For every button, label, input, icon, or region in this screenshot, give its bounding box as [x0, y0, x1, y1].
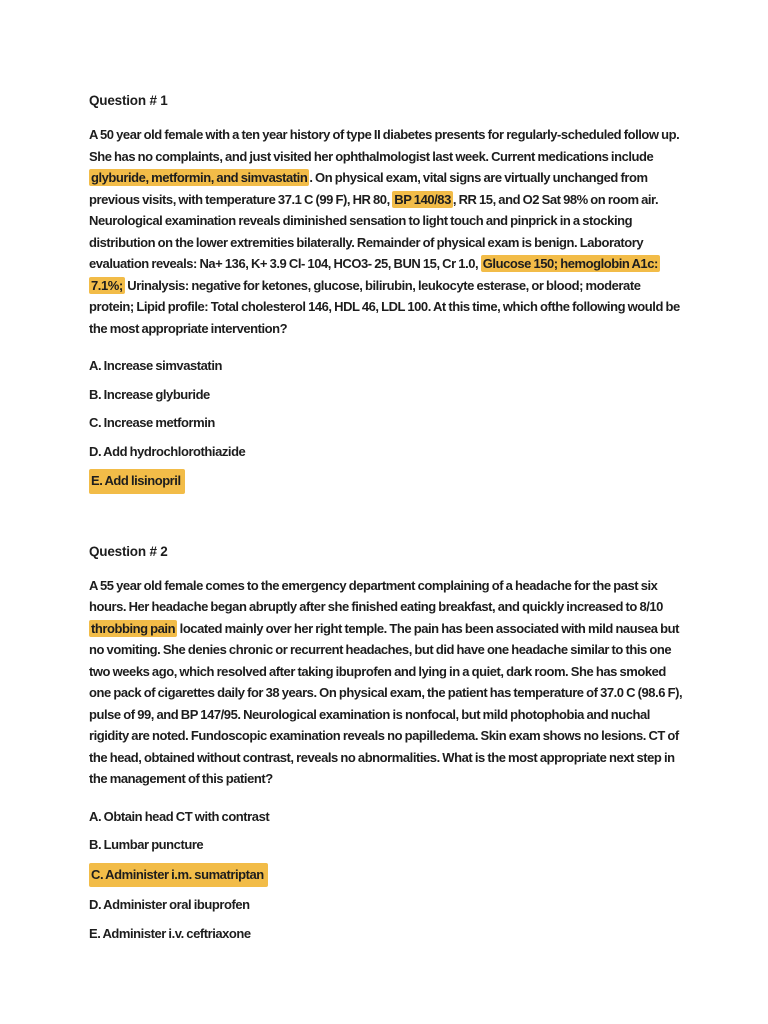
highlighted-answer: C. Administer i.m. sumatriptan — [89, 863, 268, 888]
option-text: B. Lumbar puncture — [89, 837, 204, 852]
question-1 — [89, 93, 683, 494]
option-text: D. Administer oral ibuprofen — [89, 897, 250, 912]
question-1-text-segment: , RR 15, and O2 Sat 98% on room air. Neurological examination reveals diminished sensation to light touch and pinprick in a stocking distribution on the lower extremities bilaterally. Remainder of physical exam is benign. Laboratory evaluation reveals: Na+ 136, K+ 3.9 Cl- 104, HCO3- 25, BUN 15, Cr 1.0, — [89, 191, 659, 271]
question-1-option-c — [89, 412, 683, 434]
option-text: A. Obtain head CT with contrast — [89, 808, 270, 824]
question-1-option-a — [89, 355, 683, 377]
question-1-text-segment: A 50 year old female with a ten year history of type II diabetes presents for regularly-scheduled follow up. She has no complaints, and just visited her ophthalmologist last week. Current medications include — [89, 127, 680, 164]
question-2-options — [89, 806, 683, 945]
question-2-body — [89, 575, 683, 790]
question-2-option-e — [89, 923, 683, 945]
question-2 — [89, 544, 683, 945]
question-2-heading: Question # 2 — [89, 543, 168, 559]
question-2-text-segment: A 55 year old female comes to the emergency department complaining of a headache for the past six hours. Her headache began abruptly after she finished eating breakfast, and quickly increased to 8/10 — [89, 577, 663, 614]
question-1-options — [89, 355, 683, 494]
question-2-option-c — [89, 863, 683, 888]
question-1-body — [89, 124, 683, 339]
option-text: D. Add hydrochlorothiazide — [89, 443, 246, 459]
option-text: E. Administer i.v. ceftriaxone — [89, 925, 251, 941]
highlighted-text: glyburide, metformin, and simvastatin — [91, 170, 308, 185]
question-1-option-e — [89, 469, 683, 494]
question-1-option-b — [89, 384, 683, 406]
document-content — [89, 93, 683, 951]
question-1-text-segment: . On physical exam, vital signs are virtually unchanged from previous visits, with temperature 37.1 C (99 F), HR 80, — [89, 170, 648, 207]
option-text: B. Increase glyburide — [89, 386, 210, 402]
question-1-text-segment: Urinalysis: negative for ketones, glucose, bilirubin, leukocyte esterase, or blood; moderate protein; Lipid profile: Total cholesterol 146, HDL 46, LDL 100. At this time, which ofthe following would be the most appropriate intervention? — [89, 277, 680, 336]
question-2-text-segment: located mainly over her right temple. The pain has been associated with mild nausea but no vomiting. She denies chronic or recurrent headaches, but did have one headache similar to this one two weeks ago, which resolved after taking ibuprofen and lying in a quiet, dark room. She has smoked one pack of cigarettes daily for 38 years. On physical exam, the patient has temperature of 37.0 C (98.6 F), pulse of 99, and BP 147/95. Neurological examination is nonfocal, but mild photophobia and nuchal rigidity are noted. Fundoscopic examination reveals no papilledema. Skin exam shows no lesions. CT of the head, obtained without contrast, reveals no abnormalities. What is the most appropriate next step in the management of this patient? — [89, 620, 683, 786]
option-text: A. Increase simvastatin — [89, 358, 222, 373]
option-text: C. Increase metformin — [89, 415, 215, 430]
question-1-heading: Question # 1 — [89, 93, 168, 108]
highlighted-text: BP 140/83 — [394, 191, 451, 207]
highlighted-text: Glucose 150; hemoglobin A1c: 7.1%; — [91, 256, 658, 293]
question-2-option-b — [89, 834, 683, 856]
question-2-option-d — [89, 894, 683, 916]
highlighted-answer: E. Add lisinopril — [89, 469, 185, 494]
question-1-option-d — [89, 441, 683, 463]
highlighted-text: throbbing pain — [91, 620, 176, 636]
question-2-option-a — [89, 806, 683, 828]
